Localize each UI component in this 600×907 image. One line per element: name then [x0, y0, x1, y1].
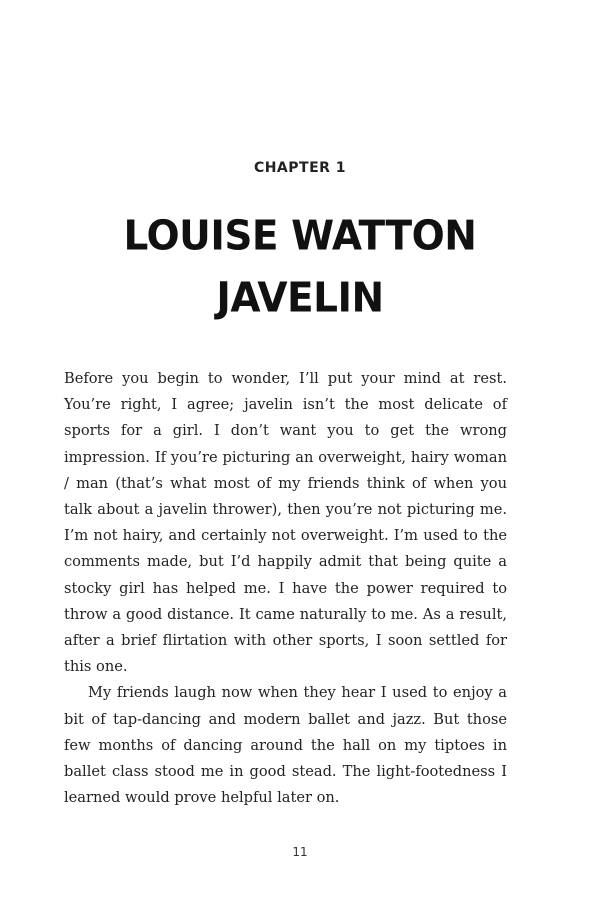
chapter-title: [0, 206, 600, 331]
page-number: 11: [292, 845, 308, 859]
body-text: [64, 366, 507, 811]
chapter-title-line-2: JAVELIN: [216, 275, 384, 323]
chapter-label: CHAPTER 1: [253, 160, 347, 176]
paragraph-1: Before you begin to wonder, I’ll put your mind at rest. You’re right, I agree; javelin isn’t the most delicate of sports for a girl. I don’t want you to get the wrong impression. If you’re picturing an overweight, hairy woman / man (that’s what most of my friends think of when you talk about a javelin thrower), then you’re not picturing me. I’m not hairy, and certainly not overweight. I’m used to the comments made, but I’d happily admit that being quite a stocky girl has helped me. I have the power required to throw a good distance. It came naturally to me. As a result, after a brief flirtation with other sports, I soon settled for this one.: [64, 370, 507, 676]
chapter-title-line-1: LOUISE WATTON: [123, 212, 477, 260]
paragraph-2: My friends laugh now when they hear I used to enjoy a bit of tap-dancing and modern ballet and jazz. But those few months of dancing around the hall on my tiptoes in ballet class stood me in good stead. The light-footedness I learned would prove helpful later on.: [64, 684, 507, 807]
